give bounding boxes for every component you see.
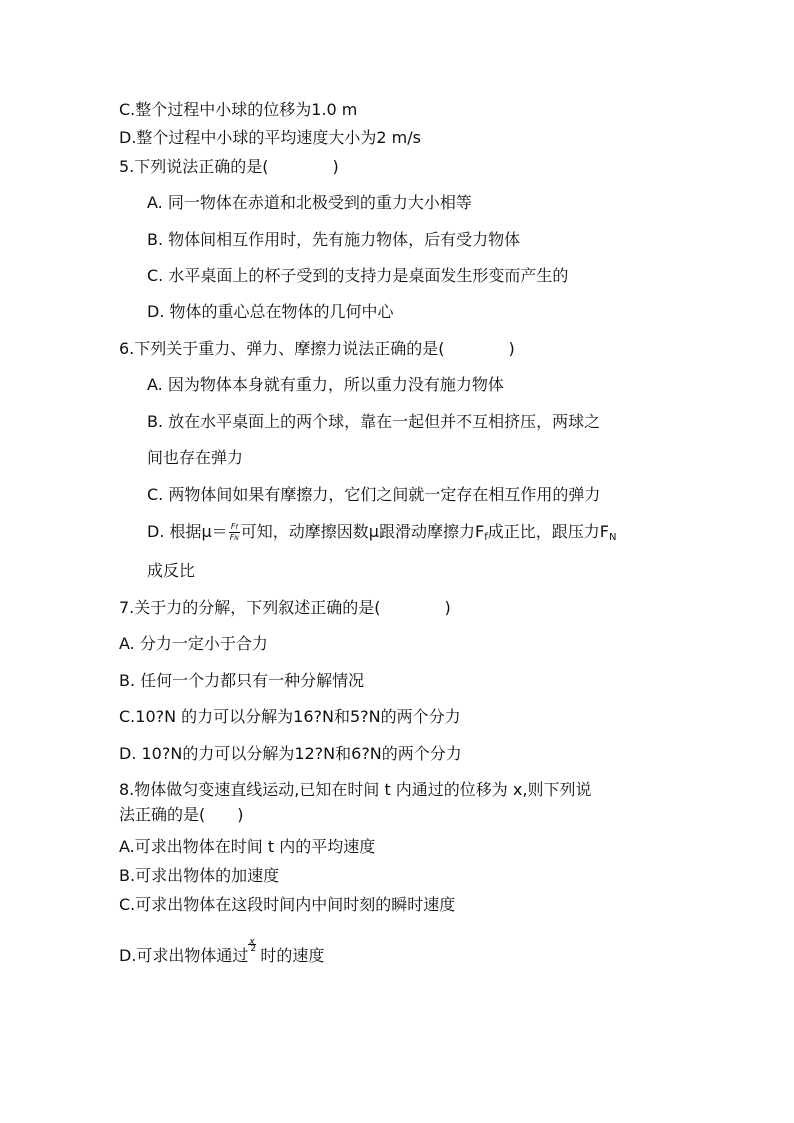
q8-d-post: 时的速度 xyxy=(260,946,325,965)
q6-stem: 6.下列关于重力、弹力、摩擦力说法正确的是( ) xyxy=(119,339,515,358)
q5-option-d: D. 物体的重心总在物体的几何中心 xyxy=(147,302,394,321)
q7-option-a: A. 分力一定小于合力 xyxy=(119,634,268,653)
q6-option-d xyxy=(147,522,616,548)
q7-stem: 7.关于力的分解，下列叙述正确的是( ) xyxy=(119,598,451,617)
q6-d-post-sub: N xyxy=(608,532,617,543)
frac-numerator-sub: f xyxy=(235,524,238,531)
q5-option-b: B. 物体间相互作用时，先有施力物体，后有受力物体 xyxy=(147,230,521,249)
q8-option-a: A.可求出物体在时间 t 内的平均速度 xyxy=(119,837,376,856)
friction-formula-fraction xyxy=(229,522,240,543)
q6-d-middle: 可知，动摩擦因数μ跟滑动摩擦力F xyxy=(240,522,485,541)
q8-d-prefix: D.可求出物体通过 xyxy=(119,946,249,965)
frac-denominator: F xyxy=(229,533,235,542)
frac-numerator: F xyxy=(230,522,236,531)
q8-option-b: B.可求出物体的加速度 xyxy=(119,866,280,885)
q5-option-c: C. 水平桌面上的杯子受到的支持力是桌面发生形变而产生的 xyxy=(147,266,569,285)
q6-option-b-line1: B. 放在水平桌面上的两个球，靠在一起但并不互相挤压，两球之 xyxy=(147,412,601,431)
q8-option-d xyxy=(119,937,325,966)
q7-option-b: B. 任何一个力都只有一种分解情况 xyxy=(119,671,365,690)
q6-option-a: A. 因为物体本身就有重力，所以重力没有施力物体 xyxy=(147,375,504,394)
q4-option-c: C.整个过程中小球的位移为1.0 m xyxy=(119,100,358,119)
q6-d-prefix: D. 根据μ＝ xyxy=(147,522,228,541)
half-x-fraction xyxy=(248,937,260,966)
half-x-denominator: 2 xyxy=(250,944,257,954)
q6-option-d-line2: 成反比 xyxy=(147,561,196,580)
q8-option-c: C.可求出物体在这段时间内中间时刻的瞬时速度 xyxy=(119,895,456,914)
q6-option-c: C. 两物体间如果有摩擦力，它们之间就一定存在相互作用的弹力 xyxy=(147,485,601,504)
q4-option-d: D.整个过程中小球的平均速度大小为2 m/s xyxy=(119,128,421,147)
half-x-numerator: x xyxy=(249,937,255,947)
q8-stem-line2: 法正确的是( ) xyxy=(119,805,244,824)
q6-d-post: 成正比，跟压力F xyxy=(487,522,609,541)
q6-d-middle-sub: f xyxy=(484,532,488,543)
frac-denominator-sub: N xyxy=(234,535,239,542)
q7-option-d: D. 10?N的力可以分解为12?N和6?N的两个分力 xyxy=(119,744,462,763)
q8-stem-line1: 8.物体做匀变速直线运动,已知在时间 t 内通过的位移为 x,则下列说 xyxy=(119,780,592,799)
q7-option-c: C.10?N 的力可以分解为16?N和5?N的两个分力 xyxy=(119,707,461,726)
q6-option-b-line2: 间也存在弹力 xyxy=(147,448,244,467)
q5-stem: 5.下列说法正确的是( ) xyxy=(119,157,339,176)
q5-option-a: A. 同一物体在赤道和北极受到的重力大小相等 xyxy=(147,193,472,212)
